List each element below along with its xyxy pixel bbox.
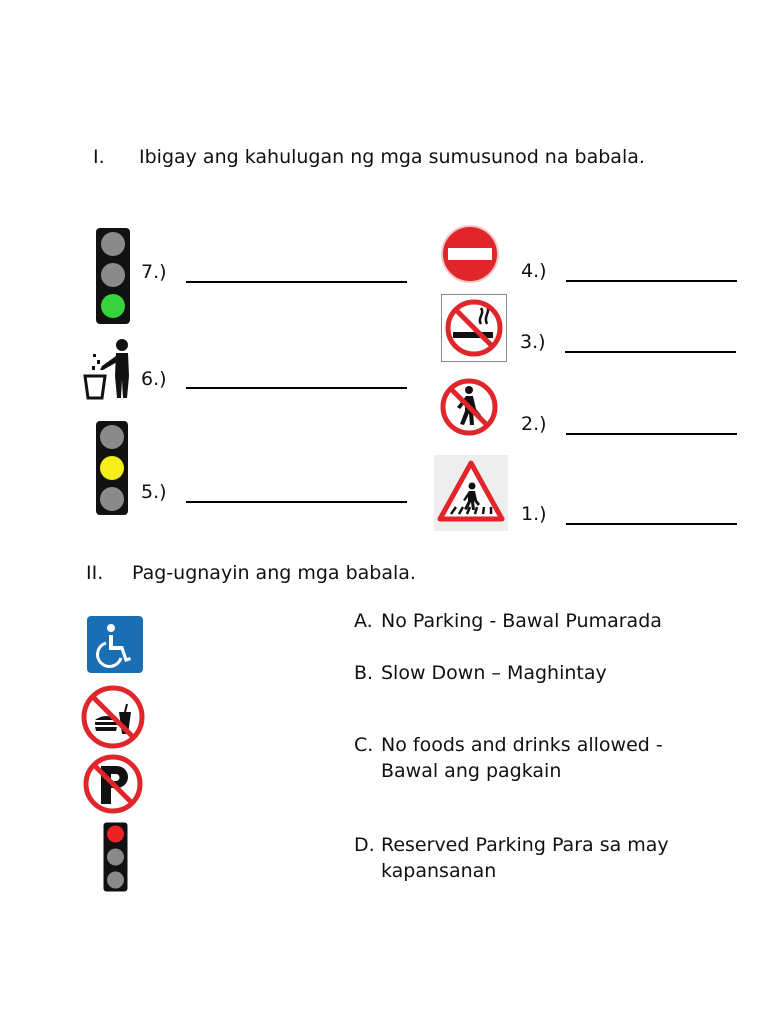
answer-line-4 (566, 280, 737, 282)
item-number-5: 5.) (141, 481, 167, 503)
choice-a-text: No Parking - Bawal Pumarada (381, 610, 662, 632)
item-number-6: 6.) (141, 368, 167, 390)
choice-d-text-line2: kapansanan (381, 860, 497, 882)
item-number-1: 1.) (521, 503, 547, 525)
traffic-light-yellow-icon (95, 420, 129, 516)
answer-line-3 (565, 351, 736, 353)
litter-in-bin-icon (80, 336, 138, 402)
choice-c-letter: C. (354, 734, 374, 756)
answer-line-6 (186, 387, 407, 389)
choice-b-text: Slow Down – Maghintay (381, 662, 607, 684)
answer-line-2 (566, 433, 737, 435)
answer-line-5 (186, 501, 407, 503)
no-smoking-icon (441, 294, 507, 362)
wheelchair-icon (87, 616, 143, 673)
no-entry-icon (440, 224, 500, 284)
choice-c-text-line1: No foods and drinks allowed - (381, 734, 663, 756)
section1-numeral: I. (93, 146, 105, 168)
item-number-4: 4.) (521, 260, 547, 282)
traffic-light-green-icon (95, 227, 131, 325)
section1-instruction: Ibigay ang kahulugan ng mga sumusunod na babala. (139, 146, 645, 168)
no-parking-icon (83, 754, 143, 814)
traffic-light-red-icon (103, 822, 128, 892)
item-number-7: 7.) (141, 261, 167, 283)
section2-numeral: II. (86, 562, 104, 584)
choice-c-text-line2: Bawal ang pagkain (381, 760, 562, 782)
section2-instruction: Pag-ugnayin ang mga babala. (132, 562, 416, 584)
item-number-2: 2.) (521, 413, 547, 435)
item-number-3: 3.) (520, 331, 546, 353)
choice-b-letter: B. (354, 662, 374, 684)
choice-a-letter: A. (354, 610, 373, 632)
no-pedestrians-icon (440, 377, 498, 437)
choice-d-letter: D. (354, 834, 375, 856)
answer-line-1 (566, 523, 737, 525)
pedestrian-crossing-icon (434, 455, 508, 531)
no-food-drinks-icon (81, 684, 145, 750)
answer-line-7 (186, 281, 407, 283)
choice-d-text-line1: Reserved Parking Para sa may (381, 834, 669, 856)
